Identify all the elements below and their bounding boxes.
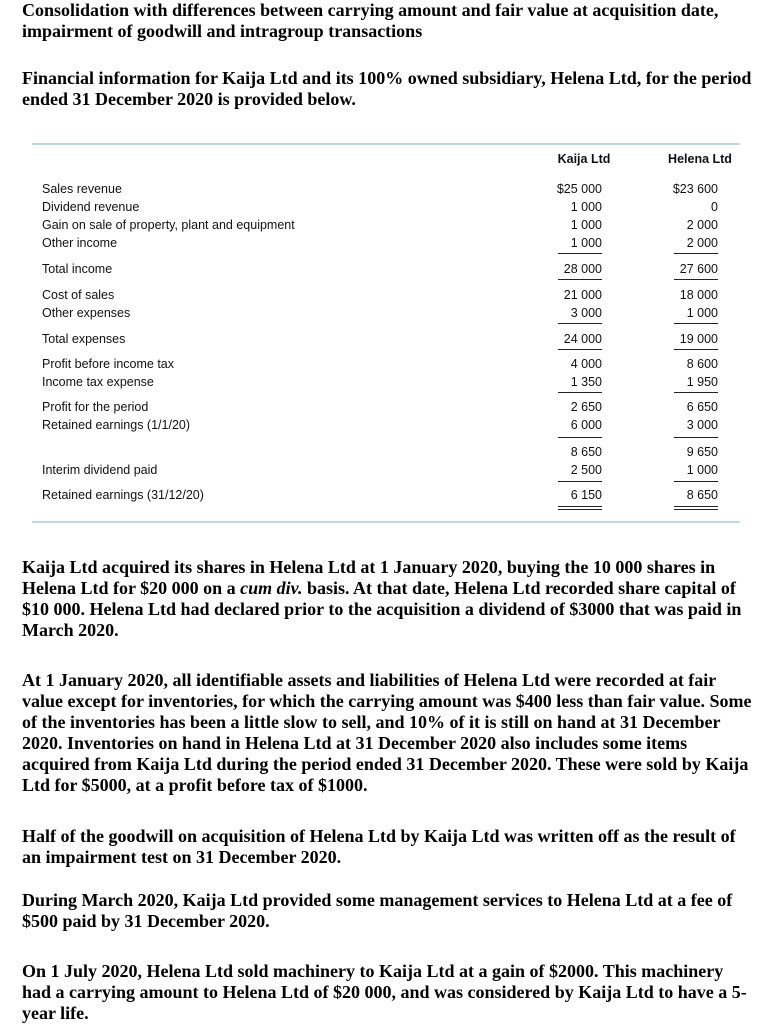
total-double-rule (558, 509, 602, 510)
subtotal-rule (674, 349, 718, 350)
row-label: Total expenses (42, 332, 126, 346)
row-label: Income tax expense (42, 375, 154, 389)
table-top-rule (32, 143, 740, 145)
helena-value: 9 650 (686, 445, 718, 459)
paragraph-management-services: During March 2020, Kaija Ltd provided some management services to Helena Ltd at a fee of $500 paid by 31 December 2020. (22, 890, 733, 931)
document-title: Consolidation with differences between carrying amount and fair value at acquisition date, impairment of goodwill and intragroup transactions (22, 0, 719, 41)
total-double-rule (674, 509, 718, 510)
helena-value: 8 600 (686, 357, 718, 371)
row-label: Cost of sales (42, 288, 115, 302)
helena-value: 6 650 (686, 400, 718, 414)
helena-value: 8 650 (686, 488, 718, 502)
row-label: Interim dividend paid (42, 463, 158, 477)
subtotal-rule (674, 392, 718, 393)
helena-value: 19 000 (679, 332, 718, 346)
row-label: Dividend revenue (42, 200, 140, 214)
helena-value: 1 950 (686, 375, 718, 389)
kaija-value: 24 000 (563, 332, 602, 346)
subtotal-rule (674, 437, 718, 438)
subtotal-rule (558, 481, 602, 482)
subtotal-rule (674, 253, 718, 254)
row-label: Gain on sale of property, plant and equipment (42, 218, 295, 232)
row-label: Retained earnings (31/12/20) (42, 488, 204, 502)
column-header-helena: Helena Ltd (668, 152, 732, 166)
subtotal-rule (674, 279, 718, 280)
helena-value: 0 (711, 200, 718, 214)
subtotal-rule (558, 437, 602, 438)
kaija-value: 4 000 (570, 357, 602, 371)
helena-value: 2 000 (686, 218, 718, 232)
helena-value: 27 600 (679, 262, 718, 276)
row-label: Retained earnings (1/1/20) (42, 418, 191, 432)
paragraph-goodwill: Half of the goodwill on acquisition of Helena Ltd by Kaija Ltd was written off as the result of an impairment test on 31 December 2020. (22, 826, 736, 867)
kaija-value: $25 000 (556, 182, 602, 196)
subtotal-rule (558, 323, 602, 324)
kaija-value: 1 000 (570, 200, 602, 214)
row-label: Profit before income tax (42, 357, 175, 371)
paragraph-text: Kaija Ltd acquired its shares in Helena Ltd at 1 January 2020, buying the 10 000 shares in Helena Ltd for $20 000 on a (22, 557, 716, 598)
row-label: Other income (42, 236, 118, 250)
row-label: Other expenses (42, 306, 131, 320)
row-label: Sales revenue (42, 182, 122, 196)
kaija-value: 2 500 (570, 463, 602, 477)
row-label: Total income (42, 262, 113, 276)
kaija-value: 1 000 (570, 218, 602, 232)
subtotal-rule (674, 481, 718, 482)
helena-value: 2 000 (686, 236, 718, 250)
helena-value: 3 000 (686, 418, 718, 432)
kaija-value: 2 650 (570, 400, 602, 414)
paragraph-acquisition (22, 557, 752, 641)
kaija-value: 21 000 (563, 288, 602, 302)
row-label: Profit for the period (42, 400, 149, 414)
helena-value: $23 600 (672, 182, 718, 196)
table-bottom-rule (32, 521, 740, 523)
kaija-value: 6 150 (570, 488, 602, 502)
financial-table (32, 143, 740, 523)
kaija-value: 3 000 (570, 306, 602, 320)
helena-value: 1 000 (686, 306, 718, 320)
subtotal-rule (558, 279, 602, 280)
intro-text: Financial information for Kaija Ltd and its 100% owned subsidiary, Helena Ltd, for the period ended 31 December 2020 is provided below. (22, 68, 752, 109)
kaija-value: 6 000 (570, 418, 602, 432)
paragraph-fair-value: At 1 January 2020, all identifiable assets and liabilities of Helena Ltd were recorded at fair value except for inventories, for which the carrying amount was $400 less than fair value. Some of the inventories has been a little slow to sell, and 10% of it is still on hand at 31 December 2020. Inventories on hand in Helena Ltd at 31 December 2020 also includes some items acquired from Kaija Ltd during the period ended 31 December 2020. These were sold by Kaija Ltd for $5000, at a profit before tax of $1000. (22, 670, 752, 795)
subtotal-rule (558, 392, 602, 393)
paragraph-machinery: On 1 July 2020, Helena Ltd sold machinery to Kaija Ltd at a gain of $2000. This machinery had a carrying amount to Helena Ltd of $20 000, and was considered by Kaija Ltd to have a 5-year life. (22, 961, 747, 1023)
subtotal-rule (674, 323, 718, 324)
paragraph-italic-text: cum div. (240, 578, 303, 598)
kaija-value: 8 650 (570, 445, 602, 459)
kaija-value: 1 000 (570, 236, 602, 250)
helena-value: 1 000 (686, 463, 718, 477)
kaija-value: 28 000 (563, 262, 602, 276)
total-double-rule (674, 506, 718, 507)
kaija-value: 1 350 (570, 375, 602, 389)
subtotal-rule (558, 253, 602, 254)
helena-value: 18 000 (679, 288, 718, 302)
paragraph-text: basis. At that date, Helena Ltd recorded share capital of $10 000. Helena Ltd had declared prior to the acquisition a dividend of $3000 that was paid in March 2020. (22, 578, 742, 640)
column-header-kaija: Kaija Ltd (557, 152, 611, 166)
total-double-rule (558, 506, 602, 507)
subtotal-rule (558, 349, 602, 350)
